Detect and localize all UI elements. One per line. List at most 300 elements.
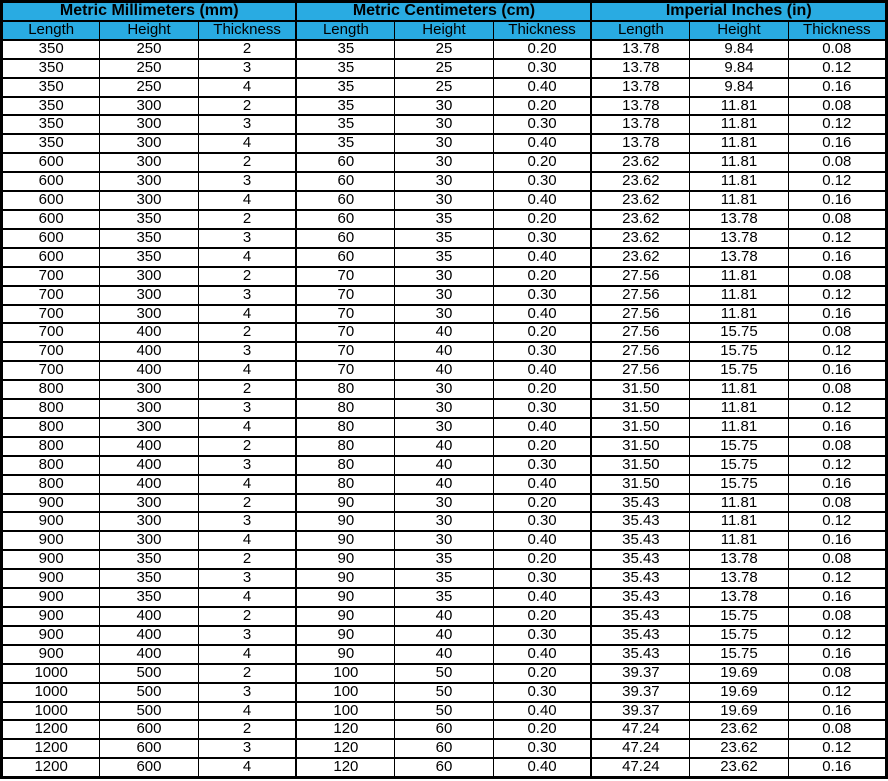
cell: 0.40: [493, 191, 591, 210]
cell: 13.78: [690, 229, 788, 248]
cell: 0.40: [493, 78, 591, 97]
cell: 0.20: [493, 664, 591, 683]
cell: 47.24: [591, 720, 689, 739]
column-header-in-thickness: Thickness: [788, 21, 886, 40]
cell: 350: [2, 115, 100, 134]
cell: 27.56: [591, 267, 689, 286]
cell: 300: [100, 380, 198, 399]
cell: 0.40: [493, 305, 591, 324]
cell: 40: [395, 456, 493, 475]
cell: 800: [2, 399, 100, 418]
table-row: [2, 720, 887, 739]
table-row: [2, 134, 887, 153]
cell: 90: [296, 494, 394, 513]
table-row: [2, 702, 887, 721]
column-header-cm-height: Height: [395, 21, 493, 40]
cell: 0.20: [493, 380, 591, 399]
cell: 3: [198, 115, 296, 134]
cell: 600: [2, 153, 100, 172]
cell: 13.78: [690, 210, 788, 229]
cell: 60: [395, 720, 493, 739]
cell: 11.81: [690, 153, 788, 172]
cell: 23.62: [591, 153, 689, 172]
cell: 31.50: [591, 456, 689, 475]
cell: 800: [2, 475, 100, 494]
cell: 30: [395, 172, 493, 191]
cell: 23.62: [690, 720, 788, 739]
group-header-imperial-in: Imperial Inches (in): [591, 2, 886, 21]
cell: 0.16: [788, 191, 886, 210]
cell: 400: [100, 645, 198, 664]
cell: 15.75: [690, 437, 788, 456]
cell: 40: [395, 626, 493, 645]
cell: 500: [100, 664, 198, 683]
cell: 0.30: [493, 399, 591, 418]
cell: 0.20: [493, 720, 591, 739]
cell: 0.08: [788, 267, 886, 286]
cell: 13.78: [591, 59, 689, 78]
cell: 300: [100, 399, 198, 418]
cell: 350: [100, 588, 198, 607]
cell: 400: [100, 323, 198, 342]
cell: 350: [2, 97, 100, 116]
cell: 0.30: [493, 569, 591, 588]
cell: 0.20: [493, 153, 591, 172]
table-row: [2, 115, 887, 134]
cell: 0.30: [493, 456, 591, 475]
cell: 50: [395, 683, 493, 702]
cell: 2: [198, 97, 296, 116]
table-row: [2, 172, 887, 191]
cell: 19.69: [690, 702, 788, 721]
cell: 300: [100, 267, 198, 286]
cell: 60: [395, 739, 493, 758]
cell: 23.62: [690, 739, 788, 758]
cell: 0.30: [493, 286, 591, 305]
cell: 600: [2, 248, 100, 267]
cell: 0.20: [493, 267, 591, 286]
cell: 350: [100, 569, 198, 588]
table-row: [2, 229, 887, 248]
table-row: [2, 531, 887, 550]
cell: 39.37: [591, 664, 689, 683]
cell: 35: [395, 248, 493, 267]
table-row: [2, 588, 887, 607]
cell: 2: [198, 267, 296, 286]
cell: 15.75: [690, 645, 788, 664]
table-row: [2, 40, 887, 59]
cell: 900: [2, 645, 100, 664]
cell: 0.12: [788, 286, 886, 305]
cell: 35: [296, 40, 394, 59]
cell: 25: [395, 40, 493, 59]
table-row: [2, 323, 887, 342]
cell: 350: [2, 134, 100, 153]
cell: 300: [100, 134, 198, 153]
cell: 13.78: [690, 550, 788, 569]
table-row: [2, 153, 887, 172]
cell: 0.08: [788, 550, 886, 569]
cell: 35.43: [591, 645, 689, 664]
cell: 350: [2, 78, 100, 97]
cell: 23.62: [591, 210, 689, 229]
cell: 0.12: [788, 683, 886, 702]
group-header-metric-cm: Metric Centimeters (cm): [296, 2, 591, 21]
cell: 35.43: [591, 607, 689, 626]
cell: 60: [395, 758, 493, 777]
cell: 3: [198, 512, 296, 531]
cell: 0.08: [788, 40, 886, 59]
cell: 27.56: [591, 286, 689, 305]
cell: 35.43: [591, 588, 689, 607]
cell: 0.08: [788, 97, 886, 116]
table-row: [2, 286, 887, 305]
cell: 0.08: [788, 720, 886, 739]
cell: 0.12: [788, 115, 886, 134]
column-header-mm-length: Length: [2, 21, 100, 40]
cell: 300: [100, 494, 198, 513]
cell: 3: [198, 739, 296, 758]
table-row: [2, 626, 887, 645]
cell: 11.81: [690, 97, 788, 116]
table-body: [2, 40, 887, 778]
cell: 600: [2, 172, 100, 191]
cell: 35.43: [591, 569, 689, 588]
cell: 0.20: [493, 494, 591, 513]
cell: 0.30: [493, 59, 591, 78]
cell: 800: [2, 456, 100, 475]
cell: 100: [296, 702, 394, 721]
cell: 50: [395, 702, 493, 721]
cell: 60: [296, 172, 394, 191]
cell: 0.40: [493, 702, 591, 721]
cell: 0.40: [493, 134, 591, 153]
cell: 300: [100, 418, 198, 437]
cell: 31.50: [591, 418, 689, 437]
cell: 30: [395, 286, 493, 305]
cell: 50: [395, 664, 493, 683]
cell: 250: [100, 40, 198, 59]
cell: 30: [395, 399, 493, 418]
cell: 40: [395, 323, 493, 342]
cell: 2: [198, 550, 296, 569]
cell: 13.78: [591, 115, 689, 134]
cell: 0.12: [788, 569, 886, 588]
cell: 0.08: [788, 494, 886, 513]
cell: 0.08: [788, 607, 886, 626]
cell: 2: [198, 153, 296, 172]
cell: 40: [395, 342, 493, 361]
cell: 2: [198, 210, 296, 229]
cell: 15.75: [690, 607, 788, 626]
cell: 700: [2, 267, 100, 286]
cell: 350: [100, 210, 198, 229]
cell: 4: [198, 134, 296, 153]
cell: 31.50: [591, 475, 689, 494]
cell: 0.30: [493, 342, 591, 361]
cell: 11.81: [690, 267, 788, 286]
cell: 4: [198, 588, 296, 607]
cell: 47.24: [591, 739, 689, 758]
cell: 600: [100, 739, 198, 758]
cell: 0.30: [493, 115, 591, 134]
cell: 0.12: [788, 399, 886, 418]
cell: 4: [198, 531, 296, 550]
cell: 25: [395, 59, 493, 78]
table-row: [2, 607, 887, 626]
table-row: [2, 418, 887, 437]
table-row: [2, 437, 887, 456]
cell: 0.30: [493, 626, 591, 645]
cell: 15.75: [690, 456, 788, 475]
cell: 11.81: [690, 134, 788, 153]
cell: 30: [395, 267, 493, 286]
cell: 2: [198, 323, 296, 342]
cell: 0.16: [788, 702, 886, 721]
cell: 80: [296, 437, 394, 456]
cell: 35: [395, 588, 493, 607]
cell: 19.69: [690, 664, 788, 683]
cell: 0.12: [788, 512, 886, 531]
cell: 15.75: [690, 323, 788, 342]
cell: 500: [100, 702, 198, 721]
cell: 0.20: [493, 550, 591, 569]
cell: 4: [198, 361, 296, 380]
cell: 11.81: [690, 172, 788, 191]
cell: 35: [296, 97, 394, 116]
cell: 15.75: [690, 361, 788, 380]
cell: 11.81: [690, 512, 788, 531]
cell: 13.78: [690, 588, 788, 607]
cell: 0.12: [788, 342, 886, 361]
cell: 1000: [2, 702, 100, 721]
cell: 35.43: [591, 531, 689, 550]
cell: 300: [100, 115, 198, 134]
cell: 0.16: [788, 475, 886, 494]
cell: 4: [198, 305, 296, 324]
cell: 500: [100, 683, 198, 702]
cell: 27.56: [591, 323, 689, 342]
cell: 35.43: [591, 626, 689, 645]
cell: 0.16: [788, 361, 886, 380]
cell: 90: [296, 607, 394, 626]
cell: 2: [198, 494, 296, 513]
table-row: [2, 97, 887, 116]
sub-header-row: [2, 21, 887, 40]
cell: 90: [296, 588, 394, 607]
table-row: [2, 683, 887, 702]
cell: 30: [395, 494, 493, 513]
cell: 70: [296, 286, 394, 305]
cell: 0.12: [788, 59, 886, 78]
table-row: [2, 248, 887, 267]
cell: 900: [2, 531, 100, 550]
cell: 11.81: [690, 305, 788, 324]
cell: 35: [395, 569, 493, 588]
cell: 2: [198, 607, 296, 626]
table-row: [2, 494, 887, 513]
cell: 0.20: [493, 437, 591, 456]
cell: 35: [395, 210, 493, 229]
cell: 35: [296, 59, 394, 78]
cell: 600: [100, 758, 198, 777]
cell: 23.62: [591, 172, 689, 191]
cell: 23.62: [591, 191, 689, 210]
cell: 40: [395, 361, 493, 380]
cell: 400: [100, 361, 198, 380]
cell: 0.40: [493, 418, 591, 437]
table-row: [2, 342, 887, 361]
cell: 0.08: [788, 153, 886, 172]
group-header-metric-mm: Metric Millimeters (mm): [2, 2, 297, 21]
cell: 35: [395, 550, 493, 569]
cell: 4: [198, 475, 296, 494]
cell: 0.30: [493, 512, 591, 531]
cell: 0.40: [493, 475, 591, 494]
cell: 300: [100, 286, 198, 305]
table-row: [2, 380, 887, 399]
cell: 9.84: [690, 40, 788, 59]
table-row: [2, 512, 887, 531]
cell: 0.40: [493, 248, 591, 267]
cell: 120: [296, 739, 394, 758]
cell: 30: [395, 380, 493, 399]
table-row: [2, 305, 887, 324]
cell: 27.56: [591, 342, 689, 361]
table-row: [2, 210, 887, 229]
cell: 11.81: [690, 418, 788, 437]
cell: 400: [100, 475, 198, 494]
cell: 3: [198, 342, 296, 361]
cell: 400: [100, 607, 198, 626]
cell: 700: [2, 323, 100, 342]
cell: 4: [198, 248, 296, 267]
cell: 13.78: [591, 78, 689, 97]
cell: 40: [395, 475, 493, 494]
table-row: [2, 569, 887, 588]
column-header-cm-length: Length: [296, 21, 394, 40]
column-header-mm-thickness: Thickness: [198, 21, 296, 40]
cell: 23.62: [591, 248, 689, 267]
cell: 39.37: [591, 702, 689, 721]
cell: 35.43: [591, 512, 689, 531]
table-row: [2, 645, 887, 664]
cell: 2: [198, 380, 296, 399]
cell: 15.75: [690, 475, 788, 494]
cell: 0.12: [788, 626, 886, 645]
cell: 60: [296, 229, 394, 248]
cell: 700: [2, 361, 100, 380]
cell: 11.81: [690, 191, 788, 210]
cell: 2: [198, 437, 296, 456]
cell: 31.50: [591, 437, 689, 456]
cell: 0.12: [788, 456, 886, 475]
cell: 0.20: [493, 607, 591, 626]
cell: 2: [198, 40, 296, 59]
cell: 35: [296, 115, 394, 134]
table-row: [2, 739, 887, 758]
cell: 35: [395, 229, 493, 248]
cell: 100: [296, 683, 394, 702]
cell: 90: [296, 550, 394, 569]
cell: 4: [198, 645, 296, 664]
cell: 90: [296, 645, 394, 664]
cell: 0.16: [788, 305, 886, 324]
cell: 0.12: [788, 229, 886, 248]
cell: 60: [296, 153, 394, 172]
cell: 1200: [2, 758, 100, 777]
cell: 13.78: [591, 40, 689, 59]
cell: 3: [198, 626, 296, 645]
cell: 90: [296, 531, 394, 550]
cell: 3: [198, 286, 296, 305]
cell: 900: [2, 569, 100, 588]
cell: 900: [2, 550, 100, 569]
cell: 800: [2, 418, 100, 437]
cell: 3: [198, 569, 296, 588]
cell: 300: [100, 153, 198, 172]
cell: 30: [395, 134, 493, 153]
cell: 40: [395, 645, 493, 664]
cell: 90: [296, 512, 394, 531]
cell: 100: [296, 664, 394, 683]
cell: 250: [100, 78, 198, 97]
cell: 0.16: [788, 758, 886, 777]
cell: 4: [198, 78, 296, 97]
table-row: [2, 664, 887, 683]
cell: 300: [100, 191, 198, 210]
cell: 80: [296, 399, 394, 418]
table-row: [2, 191, 887, 210]
table-row: [2, 399, 887, 418]
cell: 0.08: [788, 437, 886, 456]
cell: 0.16: [788, 588, 886, 607]
cell: 23.62: [591, 229, 689, 248]
cell: 90: [296, 569, 394, 588]
cell: 900: [2, 494, 100, 513]
cell: 30: [395, 191, 493, 210]
column-header-in-height: Height: [690, 21, 788, 40]
cell: 700: [2, 305, 100, 324]
cell: 1200: [2, 720, 100, 739]
cell: 800: [2, 437, 100, 456]
cell: 0.16: [788, 645, 886, 664]
cell: 0.16: [788, 531, 886, 550]
cell: 0.30: [493, 739, 591, 758]
cell: 400: [100, 342, 198, 361]
cell: 11.81: [690, 286, 788, 305]
cell: 800: [2, 380, 100, 399]
cell: 13.78: [690, 248, 788, 267]
cell: 400: [100, 437, 198, 456]
cell: 70: [296, 267, 394, 286]
cell: 31.50: [591, 399, 689, 418]
cell: 700: [2, 342, 100, 361]
cell: 250: [100, 59, 198, 78]
table-row: [2, 78, 887, 97]
cell: 0.40: [493, 645, 591, 664]
cell: 30: [395, 512, 493, 531]
cell: 700: [2, 286, 100, 305]
cell: 11.81: [690, 399, 788, 418]
cell: 0.08: [788, 210, 886, 229]
cell: 70: [296, 342, 394, 361]
cell: 400: [100, 456, 198, 475]
cell: 0.40: [493, 758, 591, 777]
cell: 80: [296, 380, 394, 399]
cell: 35.43: [591, 550, 689, 569]
cell: 300: [100, 172, 198, 191]
